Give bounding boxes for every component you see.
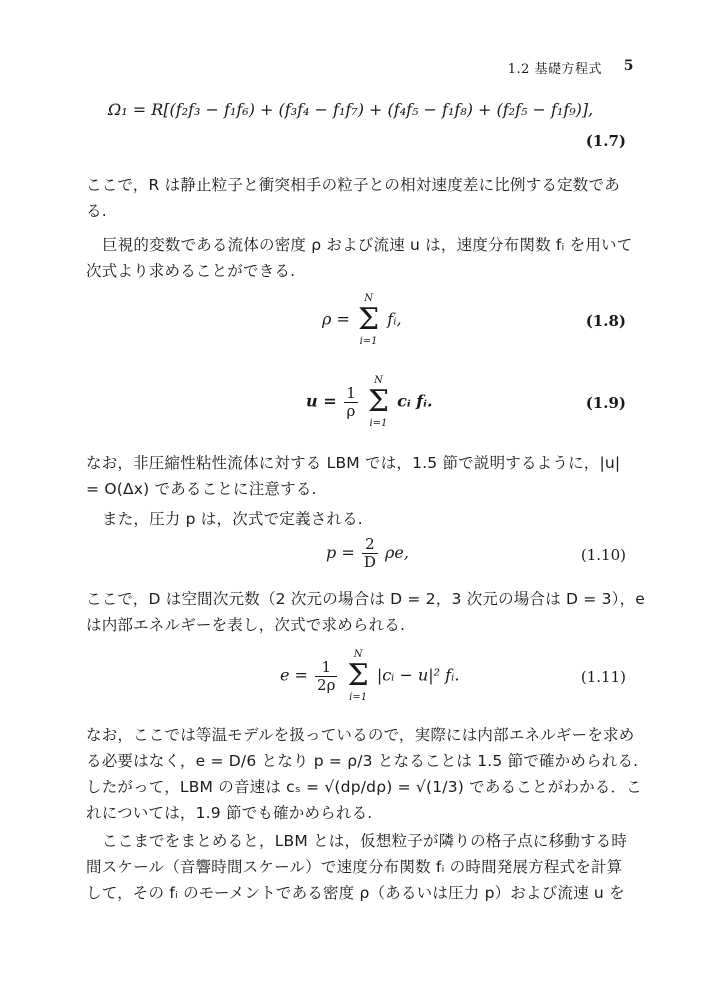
paragraph-7 <box>86 828 631 906</box>
fraction-numerator: 1 <box>346 383 356 402</box>
equation-number: (1.10) <box>580 546 626 564</box>
eq-lhs: ρ = <box>322 309 355 329</box>
eq-term: ρe, <box>384 543 409 562</box>
paragraph-6 <box>86 722 642 826</box>
fraction <box>315 659 337 694</box>
equation-number: (1.9) <box>585 394 626 412</box>
equation-number: (1.8) <box>585 312 626 330</box>
text-line: ここまでをまとめると，LBM とは，仮想粒子が隣りの格子点に移動する時 <box>102 832 628 850</box>
eq-term: cᵢ fᵢ. <box>397 391 433 411</box>
paragraph-4 <box>86 506 631 532</box>
equation-number: (1.11) <box>580 668 626 686</box>
eq-lhs: e = <box>280 665 314 685</box>
summation-symbol: N Σ i=1 <box>347 649 369 703</box>
equation-1-7 <box>86 100 626 156</box>
sum-lower: i=1 <box>369 418 388 429</box>
equation-1-8 <box>86 290 626 352</box>
fraction-denominator: D <box>363 553 376 571</box>
equation-1-11 <box>86 646 626 708</box>
text-line: 巨視的変数である流体の密度 ρ および流速 u は，速度分布関数 fᵢ を用いて <box>102 236 633 254</box>
sum-upper: N <box>353 649 363 660</box>
text-line: して，その fᵢ のモーメントである密度 ρ（あるいは圧力 p）および流速 u を <box>86 884 625 902</box>
paragraph-5 <box>86 586 646 638</box>
summation-symbol: N Σ i=1 <box>367 375 390 429</box>
paragraph-3 <box>86 450 631 502</box>
sum-upper: N <box>364 293 373 304</box>
text-line: る. <box>86 202 107 220</box>
eq-lhs: p = <box>326 543 360 562</box>
sum-upper: N <box>374 375 383 386</box>
sum-lower: i=1 <box>349 692 368 703</box>
text-line: 次式より求めることができる. <box>86 262 296 280</box>
eq-term: |cᵢ − u|² fᵢ. <box>376 665 460 685</box>
equation-number: (1.7) <box>585 132 626 150</box>
section-title: 1.2 基礎方程式 <box>507 62 602 77</box>
text-line: る必要はなく，e = D/6 となり p = ρ/3 となることは 1.5 節で確かめられる. <box>86 752 639 770</box>
sum-lower: i=1 <box>359 336 378 347</box>
fraction <box>362 536 378 571</box>
paragraph-1 <box>86 172 631 224</box>
text-line: は内部エネルギーを表し，次式で求められる. <box>86 616 406 634</box>
eq-lhs: Ω₁ = <box>108 100 152 119</box>
text-line: ここで，D は空間次元数（2 次元の場合は D = 2，3 次元の場合は D = 3），e <box>86 590 646 608</box>
paragraph-2 <box>86 232 631 284</box>
text-line: また，圧力 p は，次式で定義される. <box>102 510 363 528</box>
fraction <box>344 385 358 420</box>
text-line: れについては，1.9 節でも確かめられる. <box>86 804 373 822</box>
equation-1-9 <box>86 372 626 434</box>
equation-1-10 <box>86 536 626 580</box>
eq-lhs: u = <box>306 391 343 411</box>
page-number: 5 <box>623 58 634 74</box>
eq-rhs: R[(f₂f₃ − f₁f₆) + (f₃f₄ − f₁f₇) + (f₄f₅ − f₁f₈) + (f₂f₅ − f₁f₉)], <box>151 100 594 119</box>
running-header <box>507 58 634 77</box>
text-line: ここで，R は静止粒子と衝突相手の粒子との相対速度差に比例する定数であ <box>86 176 620 194</box>
summation-symbol: N Σ i=1 <box>357 293 380 347</box>
fraction-denominator: 2ρ <box>317 675 336 694</box>
text-line: なお，ここでは等温モデルを扱っているので，実際には内部エネルギーを求め <box>86 726 635 744</box>
fraction-numerator: 2 <box>362 536 378 554</box>
text-line: なお，非圧縮性粘性流体に対する LBM では，1.5 節で説明するように，|u| <box>86 454 621 472</box>
fraction-numerator: 1 <box>315 659 337 677</box>
eq-term: fᵢ, <box>387 309 402 329</box>
text-line: 間スケール（音響時間スケール）で速度分布関数 fᵢ の時間発展方程式を計算 <box>86 858 623 876</box>
text-line: = O(Δx) であることに注意する. <box>86 480 317 498</box>
fraction-denominator: ρ <box>346 401 356 420</box>
text-line: したがって，LBM の音速は cₛ = √(dp/dρ) = √(1/3) であることがわかる．こ <box>86 778 642 796</box>
